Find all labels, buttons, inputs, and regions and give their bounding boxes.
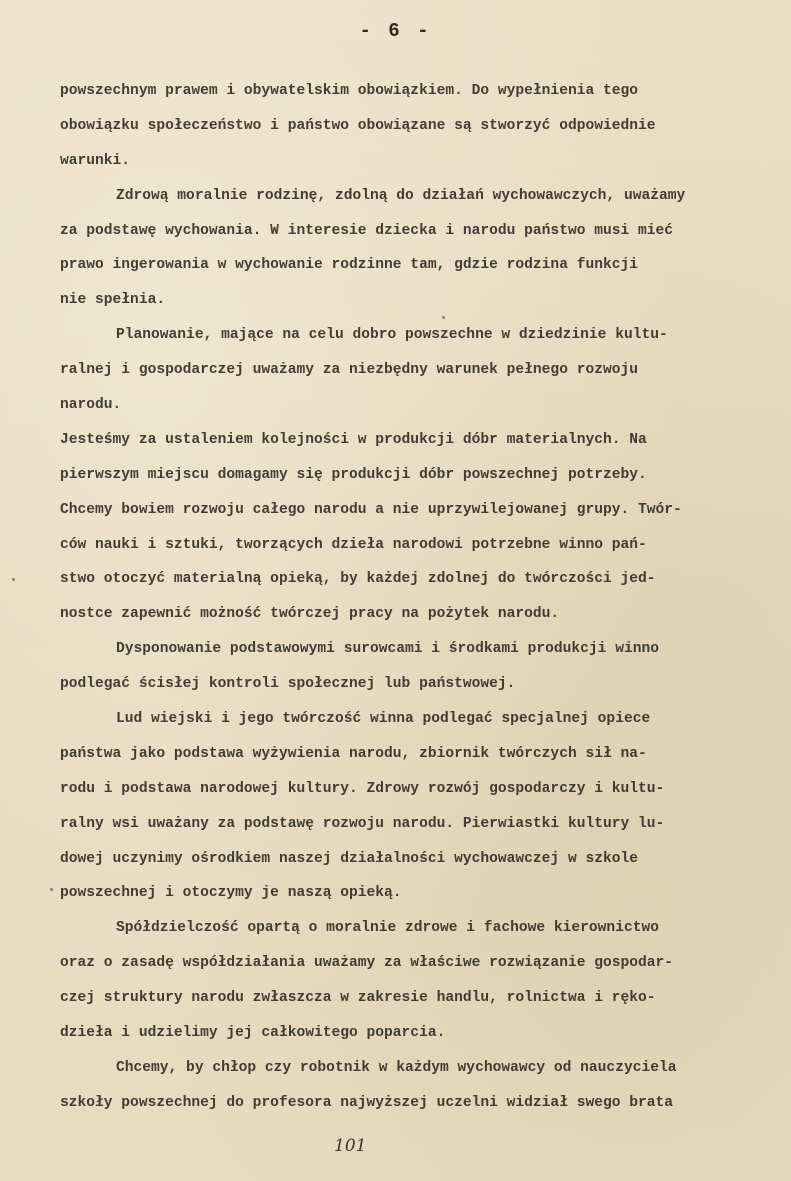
text-line: państwa jako podstawa wyżywienia narodu, zbiornik twórczych sił na- — [60, 745, 647, 762]
text-line: stwo otoczyć materialną opieką, by każdej zdolnej do twórczości jed- — [60, 571, 656, 588]
text-line: rodu i podstawa narodowej kultury. Zdrowy rozwój gospodarczy i kultu- — [60, 780, 665, 797]
text-line: Lud wiejski i jego twórczość winna podlegać specjalnej opiece — [116, 711, 651, 728]
text-line: nostce zapewnić możność twórczej pracy na pożytek narodu. — [60, 606, 560, 623]
text-line: Planowanie, mające na celu dobro powszechne w dziedzinie kultu- — [116, 327, 668, 344]
text-line: warunki. — [60, 152, 131, 169]
text-line: ców nauki i sztuki, tworzących dzieła narodowi potrzebne winno pań- — [60, 536, 647, 553]
text-line: powszechnej i otoczymy je naszą opieką. — [60, 885, 402, 902]
text-line: oraz o zasadę współdziałania uważamy za właściwe rozwiązanie gospodar- — [60, 955, 674, 972]
footer-page-number: 101 — [334, 1136, 367, 1156]
text-line: obowiązku społeczeństwo i państwo obowiązane są stworzyć odpowiednie — [60, 117, 656, 134]
text-line: narodu. — [60, 397, 122, 414]
paper-speck — [50, 888, 53, 891]
text-line: dzieła i udzielimy jej całkowitego poparcia. — [60, 1025, 446, 1042]
text-line: Spółdzielczość opartą o moralnie zdrowe i fachowe kierownictwo — [116, 920, 659, 937]
text-line: pierwszym miejscu domagamy się produkcji dóbr powszechnej potrzeby. — [60, 466, 647, 483]
text-line: szkoły powszechnej do profesora najwyższej uczelni widział swego brata — [60, 1094, 674, 1111]
text-line: prawo ingerowania w wychowanie rodzinne tam, gdzie rodzina funkcji — [60, 257, 639, 274]
text-line: dowej uczynimy ośrodkiem naszej działalności wychowawczej w szkole — [60, 850, 639, 867]
text-line: Zdrową moralnie rodzinę, zdolną do działań wychowawczych, uważamy — [116, 187, 686, 204]
text-line: Chcemy, by chłop czy robotnik w każdym wychowawcy od nauczyciela — [116, 1059, 677, 1076]
text-line: ralny wsi uważany za podstawę rozwoju narodu. Pierwiastki kultury lu- — [60, 815, 665, 832]
paper-speck — [442, 316, 445, 319]
page-number: - 6 - — [359, 20, 432, 42]
text-line: za podstawę wychowania. W interesie dziecka i narodu państwo musi mieć — [60, 222, 674, 239]
text-line: nie spełnia. — [60, 292, 166, 309]
body-text — [60, 74, 775, 1121]
text-line: podlegać ścisłej kontroli społecznej lub państwowej. — [60, 676, 516, 693]
text-line: Dysponowanie podstawowymi surowcami i środkami produkcji winno — [116, 641, 659, 658]
text-line: powszechnym prawem i obywatelskim obowiązkiem. Do wypełnienia tego — [60, 83, 639, 99]
text-line: Chcemy bowiem rozwoju całego narodu a nie uprzywilejowanej grupy. Twór- — [60, 501, 682, 518]
paper-speck — [12, 578, 15, 581]
text-line: Jesteśmy za ustaleniem kolejności w produkcji dóbr materialnych. Na — [60, 431, 647, 448]
text-line: ralnej i gospodarczej uważamy za niezbędny warunek pełnego rozwoju — [60, 362, 639, 379]
text-line: czej struktury narodu zwłaszcza w zakresie handlu, rolnictwa i ręko- — [60, 990, 656, 1007]
